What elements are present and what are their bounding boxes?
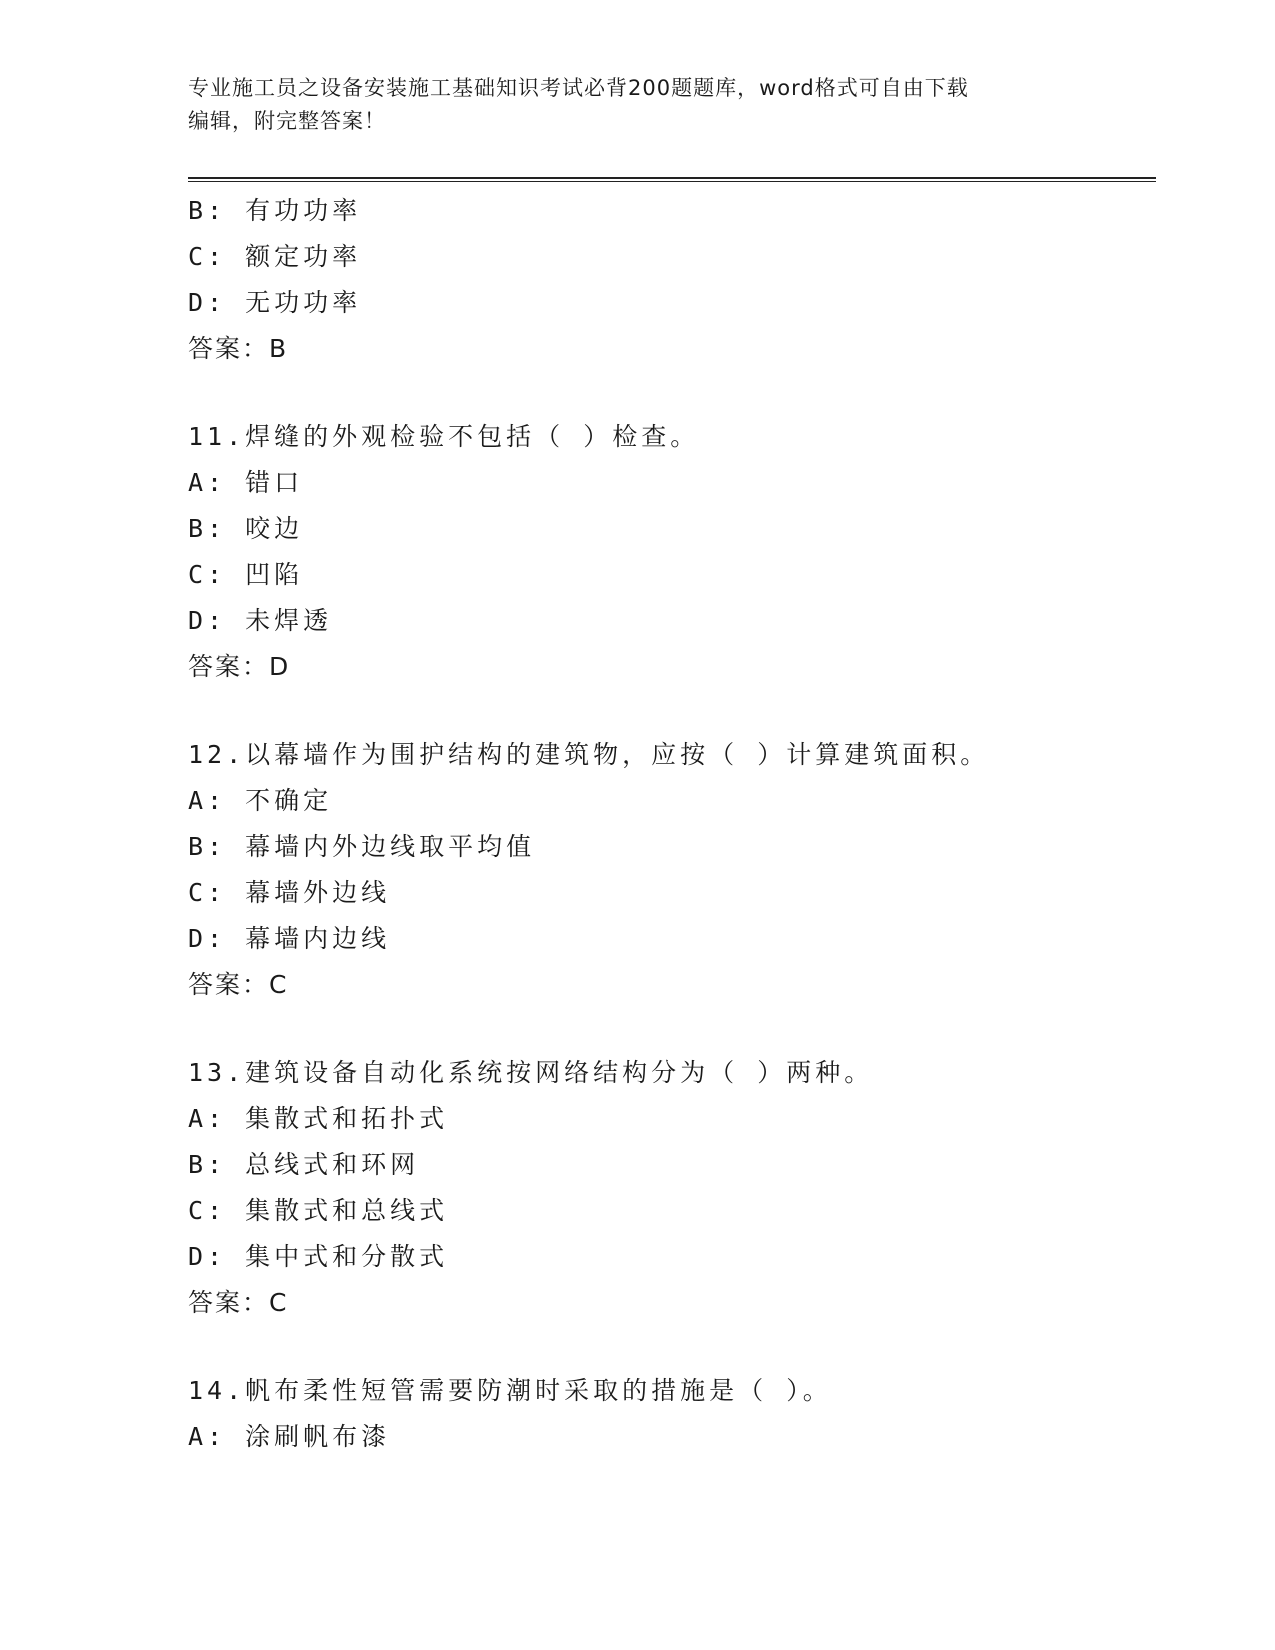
option-c: C: 凹陷 (188, 560, 304, 589)
answer-line: 答案：C (188, 1288, 289, 1317)
question-12 (188, 732, 1148, 1008)
question-stem: 12.以幕墙作为围护结构的建筑物，应按（ ）计算建筑面积。 (188, 740, 990, 769)
question-stem: 11.焊缝的外观检验不包括（ ）检查。 (188, 422, 700, 451)
answer-line: 答案：C (188, 970, 289, 999)
answer-line: 答案：B (188, 334, 289, 363)
option-d: D: 幕墙内边线 (188, 924, 391, 953)
option-a: A: 不确定 (188, 786, 333, 815)
option-d: D: 集中式和分散式 (188, 1242, 449, 1271)
header-title-line-2: 编辑，附完整答案！ (188, 109, 386, 133)
option-c: C: 额定功率 (188, 242, 362, 271)
option-a: A: 集散式和拓扑式 (188, 1104, 449, 1133)
question-10-continued (188, 188, 1148, 372)
header-title-line-1: 专业施工员之设备安装施工基础知识考试必背200题题库，word格式可自由下载 (188, 76, 969, 100)
option-d: D: 无功功率 (188, 288, 362, 317)
document-header (188, 72, 1088, 138)
option-b: B: 总线式和环网 (188, 1150, 420, 1179)
option-a: A: 错口 (188, 468, 304, 497)
option-b: B: 幕墙内外边线取平均值 (188, 832, 536, 861)
option-c: C: 幕墙外边线 (188, 878, 391, 907)
answer-line: 答案：D (188, 652, 291, 681)
option-a: A: 涂刷帆布漆 (188, 1422, 391, 1451)
option-b: B: 咬边 (188, 514, 304, 543)
question-stem: 13.建筑设备自动化系统按网络结构分为（ ）两种。 (188, 1058, 874, 1087)
option-b: B: 有功功率 (188, 196, 362, 225)
question-14 (188, 1368, 1148, 1460)
header-divider (188, 177, 1156, 182)
question-13 (188, 1050, 1148, 1326)
option-c: C: 集散式和总线式 (188, 1196, 449, 1225)
option-d: D: 未焊透 (188, 606, 333, 635)
question-stem: 14.帆布柔性短管需要防潮时采取的措施是（ ）。 (188, 1376, 832, 1405)
question-list (188, 188, 1148, 1460)
question-11 (188, 414, 1148, 690)
